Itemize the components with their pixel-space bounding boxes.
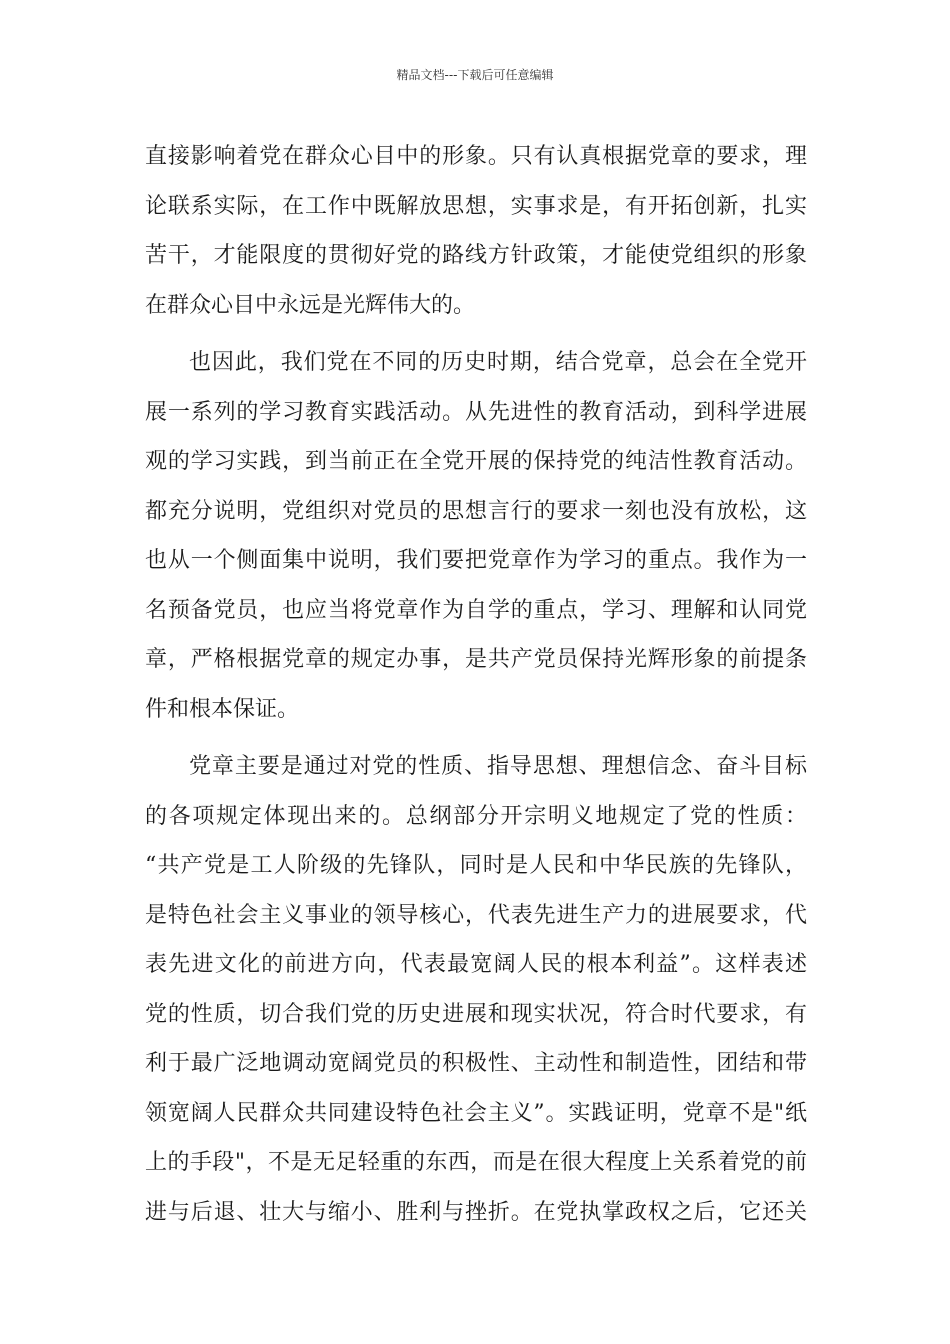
text-line: 进与后退、壮大与缩小、胜利与挫折。在党执掌政权之后，它还关 xyxy=(145,1199,807,1225)
paragraph xyxy=(145,132,807,330)
text-line: 在群众心目中永远是光辉伟大的。 xyxy=(145,292,476,318)
text-line: 也因此，我们党在不同的历史时期，结合党章，总会在全党开 xyxy=(189,350,807,375)
text-line: 领宽阔人民群众共同建设特色社会主义”。实践证明，党章不是"纸 xyxy=(145,1100,807,1126)
text-line: 章，严格根据党章的规定办事，是共产党员保持光辉形象的前提条 xyxy=(145,647,807,672)
paragraph xyxy=(145,742,807,1237)
text-line: 表先进文化的前进方向，代表最宽阔人民的根本利益”。这样表述 xyxy=(145,952,807,977)
text-line: 展一系列的学习教育实践活动。从先进性的教育活动，到科学进展 xyxy=(145,399,807,425)
text-line: 党章主要是通过对党的性质、指导思想、理想信念、奋斗目标 xyxy=(189,754,807,779)
text-line: 名预备党员，也应当将党章作为自学的重点，学习、理解和认同党 xyxy=(145,597,807,623)
text-line: 是特色社会主义事业的领导核心，代表先进生产力的进展要求，代 xyxy=(145,902,807,928)
text-line: 苦干，才能限度的贯彻好党的路线方针政策，才能使党组织的形象 xyxy=(145,243,807,268)
page-header: 精品文档---下载后可任意编辑 xyxy=(396,68,554,82)
text-line: 件和根本保证。 xyxy=(145,696,300,722)
text-line: 也从一个侧面集中说明，我们要把党章作为学习的重点。我作为一 xyxy=(145,548,807,573)
text-line: 的各项规定体现出来的。总纲部分开宗明义地规定了党的性质： xyxy=(145,803,807,829)
text-line: 上的手段"，不是无足轻重的东西，而是在很大程度上关系着党的前 xyxy=(145,1150,807,1175)
text-line: 党的性质，切合我们党的历史进展和现实状况，符合时代要求，有 xyxy=(145,1001,807,1027)
paragraph xyxy=(145,338,807,734)
text-line: 论联系实际，在工作中既解放思想，实事求是，有开拓创新，扎实 xyxy=(145,193,807,219)
document-body xyxy=(145,132,807,1237)
text-line: “共产党是工人阶级的先锋队，同时是人民和中华民族的先锋队， xyxy=(145,853,807,878)
text-line: 利于最广泛地调动宽阔党员的积极性、主动性和制造性，团结和带 xyxy=(145,1051,807,1076)
text-line: 观的学习实践，到当前正在全党开展的保持党的纯洁性教育活动。 xyxy=(145,449,807,474)
text-line: 都充分说明，党组织对党员的思想言行的要求一刻也没有放松，这 xyxy=(145,498,807,524)
text-line: 直接影响着党在群众心目中的形象。只有认真根据党章的要求，理 xyxy=(145,144,807,169)
